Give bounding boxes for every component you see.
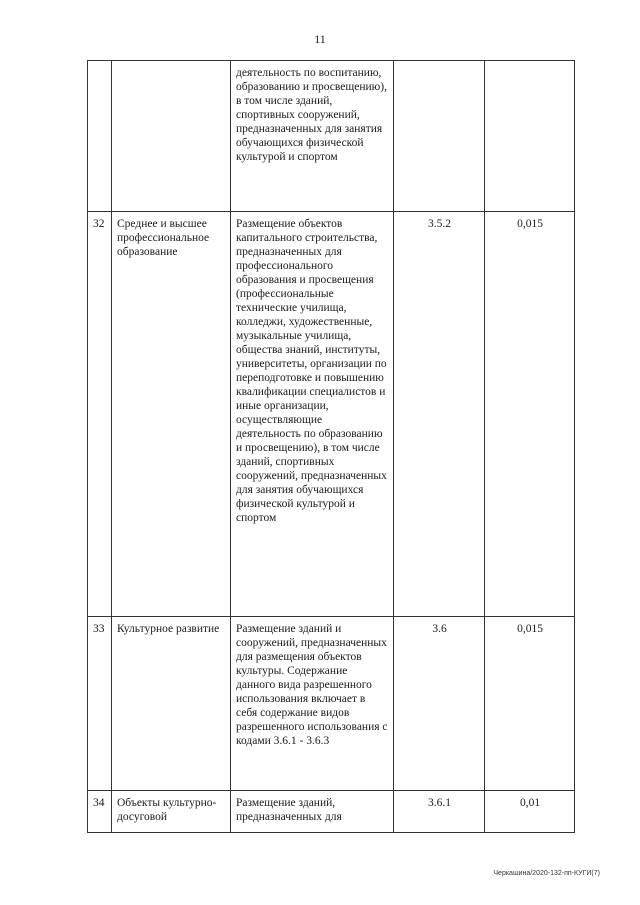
- page-number: 11: [314, 32, 326, 46]
- coefficient-value: [485, 61, 575, 212]
- coefficient-value: 0,01: [485, 791, 575, 833]
- use-type-code: 3.6.1: [394, 791, 485, 833]
- use-type-code: 3.5.2: [394, 212, 485, 617]
- table-row: [88, 212, 575, 617]
- document-footer: Черкашина/2020-132-пп-КУГИ(7): [493, 870, 600, 877]
- use-type-description: Размещение зданий, предназначенных для: [231, 791, 394, 833]
- use-type-name: [112, 61, 231, 212]
- table-row: [88, 61, 575, 212]
- use-type-description: деятельность по воспитанию, образованию и просвещению), в том числе зданий, спортивных сооружений, предназначенных для занятия обучающихся физической культурой и спортом: [231, 61, 394, 212]
- row-number: 34: [88, 791, 112, 833]
- coefficient-value: 0,015: [485, 212, 575, 617]
- land-use-table: [87, 60, 575, 833]
- row-number: [88, 61, 112, 212]
- use-type-description: Размещение зданий и сооружений, предназначенных для размещения объектов культуры. Содержание данного вида разрешенного использования включает в себя содержание видов разрешенного использования с кодами 3.6.1 - 3.6.3: [231, 617, 394, 791]
- use-type-name: Объекты культурно-досуговой: [112, 791, 231, 833]
- table-row: [88, 791, 575, 833]
- row-number: 33: [88, 617, 112, 791]
- row-number: 32: [88, 212, 112, 617]
- use-type-description: Размещение объектов капитального строительства, предназначенных для профессионального образования и просвещения (профессиональные технические училища, колледжи, художественные, музыкальные училища, общества знаний, институты, университеты, организации по переподготовке и повышению квалификации специалистов и иные организации, осуществляющие деятельность по образованию и просвещению), в том числе зданий, спортивных сооружений, предназначенных для занятия обучающихся физической культурой и спортом: [231, 212, 394, 617]
- use-type-name: Среднее и высшее профессиональное образование: [112, 212, 231, 617]
- use-type-name: Культурное развитие: [112, 617, 231, 791]
- coefficient-value: 0,015: [485, 617, 575, 791]
- use-type-code: 3.6: [394, 617, 485, 791]
- table-row: [88, 617, 575, 791]
- use-type-code: [394, 61, 485, 212]
